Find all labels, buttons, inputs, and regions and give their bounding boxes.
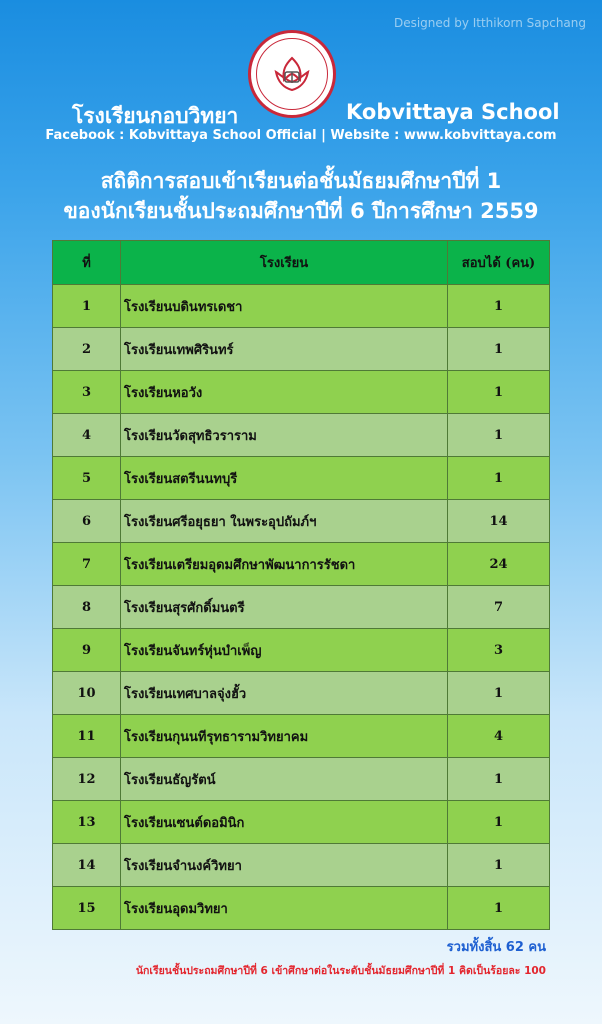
table-header-row [53,241,550,285]
school-name-row [0,100,602,128]
table-row [53,887,550,930]
row-count: 1 [448,801,550,844]
row-count: 1 [448,887,550,930]
row-count: 1 [448,844,550,887]
table-row [53,672,550,715]
summary-note: นักเรียนชั้นประถมศึกษาปีที่ 6 เข้าศึกษาต่อในระดับชั้นมัธยมศึกษาปีที่ 1 คิดเป็นร้อยละ 100 [135,965,546,977]
title-line-2: ของนักเรียนชั้นประถมศึกษาปีที่ 6 ปีการศึกษา 2559 [63,199,539,223]
table-row [53,328,550,371]
row-number: 8 [53,586,121,629]
row-number: 1 [53,285,121,328]
row-count: 3 [448,629,550,672]
row-number: 9 [53,629,121,672]
row-school-name: โรงเรียนเทศบาลจุ่งฮั้ว [121,672,448,715]
row-school-name: โรงเรียนเซนต์ดอมินิก [121,801,448,844]
row-school-name: โรงเรียนหอวัง [121,371,448,414]
school-name-english: Kobvittaya School [346,100,560,124]
row-count: 1 [448,758,550,801]
row-number: 7 [53,543,121,586]
table-body [53,285,550,930]
table-row [53,414,550,457]
row-count: 24 [448,543,550,586]
row-school-name: โรงเรียนวัดสุทธิวราราม [121,414,448,457]
page-title [0,166,602,226]
row-school-name: โรงเรียนสุรศักดิ์มนตรี [121,586,448,629]
designer-credit: Designed by Itthikorn Sapchang [393,16,586,30]
header-number: ที่ [53,241,121,285]
results-table [52,240,550,930]
row-number: 5 [53,457,121,500]
row-number: 6 [53,500,121,543]
row-count: 1 [448,285,550,328]
row-count: 1 [448,672,550,715]
row-number: 14 [53,844,121,887]
title-line-1: สถิติการสอบเข้าเรียนต่อชั้นมัธยมศึกษาปีที่ 1 [100,169,502,193]
row-school-name: โรงเรียนเตรียมอุดมศึกษาพัฒนาการรัชดา [121,543,448,586]
total-count: รวมทั้งสิ้น 62 คน [446,940,546,955]
row-count: 1 [448,328,550,371]
row-count: 14 [448,500,550,543]
row-school-name: โรงเรียนเทพศิรินทร์ [121,328,448,371]
row-number: 3 [53,371,121,414]
row-number: 2 [53,328,121,371]
row-number: 12 [53,758,121,801]
row-number: 4 [53,414,121,457]
table-row [53,371,550,414]
row-school-name: โรงเรียนสตรีนนทบุรี [121,457,448,500]
header-count: สอบได้ (คน) [448,241,550,285]
row-school-name: โรงเรียนจันทร์หุ่นบำเพ็ญ [121,629,448,672]
row-count: 1 [448,414,550,457]
row-number: 11 [53,715,121,758]
row-count: 1 [448,457,550,500]
table-row [53,500,550,543]
header-school: โรงเรียน [121,241,448,285]
row-count: 7 [448,586,550,629]
row-count: 1 [448,371,550,414]
school-name-thai: โรงเรียนกอบวิทยา [72,104,239,128]
row-school-name: โรงเรียนจำนงค์วิทยา [121,844,448,887]
table-row [53,715,550,758]
table-row [53,844,550,887]
table-row [53,629,550,672]
table-row [53,457,550,500]
row-number: 15 [53,887,121,930]
table-row [53,758,550,801]
table-row [53,801,550,844]
row-count: 4 [448,715,550,758]
row-number: 13 [53,801,121,844]
table-row [53,543,550,586]
table-row [53,586,550,629]
contact-info: Facebook : Kobvittaya School Official | Website : www.kobvittaya.com [45,128,557,143]
table-row [53,285,550,328]
row-school-name: โรงเรียนศรีอยุธยา ในพระอุปถัมภ์ฯ [121,500,448,543]
row-school-name: โรงเรียนกุนนทีรุทธารามวิทยาคม [121,715,448,758]
row-number: 10 [53,672,121,715]
row-school-name: โรงเรียนบดินทรเดชา [121,285,448,328]
row-school-name: โรงเรียนอุดมวิทยา [121,887,448,930]
row-school-name: โรงเรียนธัญรัตน์ [121,758,448,801]
